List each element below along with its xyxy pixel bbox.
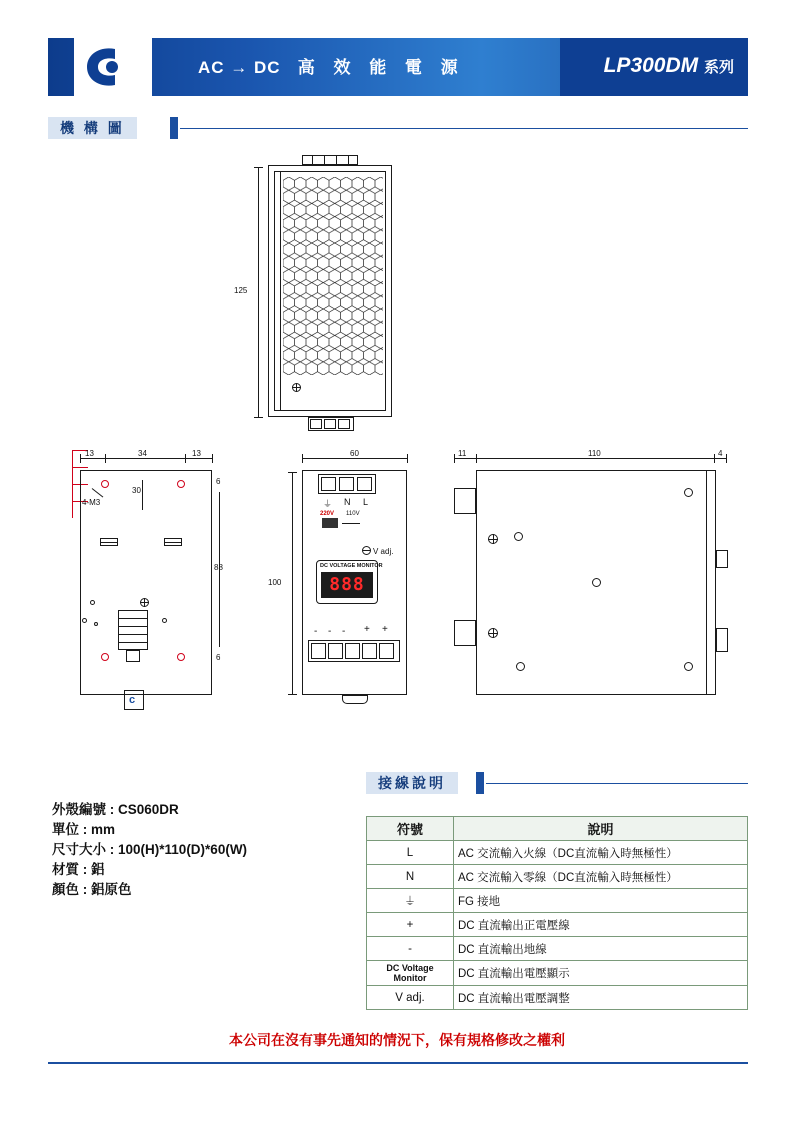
depth-hole-1 [514,532,523,541]
table-cell-desc: DC 直流輸出電壓調整 [454,986,748,1010]
rear-dim-13a: 13 [85,449,94,458]
side-output-label-3: - [342,626,346,637]
table-header-row [367,817,748,841]
side-height-dim-line [292,472,293,694]
side-input-terminal-3 [357,477,372,491]
side-output-terminal-5 [379,643,394,659]
front-bottom-terminal-2 [324,419,336,429]
side-output-label-1: - [314,626,318,637]
side-width-dim-line [302,458,407,459]
depth-hole-br [684,662,693,671]
table-cell-symbol: V adj. [367,986,454,1010]
depth-right-tab-2 [716,628,728,652]
side-vadj-slot [363,550,370,551]
table-cell-symbol: + [367,913,454,937]
rear-dim-tick-d [212,454,213,463]
front-top-line-3 [336,155,337,165]
case-number-label: 外殼編號 : [52,802,115,817]
section-wiring-rule [486,783,748,784]
table-cell-desc: DC 直流輸出正電壓線 [454,913,748,937]
depth-tick-a [454,454,455,463]
section-mechanical [48,117,748,139]
front-top-line-2 [324,155,325,165]
side-output-terminal-4 [362,643,377,659]
header-arrow-icon: → [230,58,249,77]
table-cell-symbol: L [367,841,454,865]
side-output-terminal-1 [311,643,326,659]
rear-dim-tick-c [185,454,186,463]
front-height-dim-label: 125 [234,286,248,295]
table-cell-desc: AC 交流輸入零線（DC直流輸入時無極性） [454,865,748,889]
drawing-depth-view [448,450,738,715]
table-cell-symbol: N [367,865,454,889]
depth-right-tab-1 [716,550,728,568]
front-top-connector [302,155,358,165]
depth-dim-line [454,458,726,459]
side-dim-60: 60 [350,449,359,458]
case-info-block [52,800,247,900]
table-row [367,841,748,865]
side-input-terminal-1 [321,477,336,491]
side-output-label-5: + [382,624,388,635]
rear-din-clip-l2 [118,626,148,627]
side-label-l: L [363,497,369,507]
depth-inner-edge [706,470,707,695]
section-mechanical-tab [170,117,178,139]
table-row [367,889,748,913]
drawing-rear-view [72,450,237,715]
rear-din-clip-foot [126,650,140,662]
rear-slot-left-line [100,542,118,543]
rear-dim-tick-b [105,454,106,463]
material-label: 材質 : [52,862,88,877]
front-ventilation-pattern [283,177,383,375]
unit-row [52,820,247,840]
color-row [52,880,247,900]
side-output-label-2: - [328,626,332,637]
rear-small-hole-2 [82,618,87,623]
page-header [48,38,748,96]
size-value: 100(H)*110(D)*60(W) [118,842,248,857]
header-series [604,54,734,78]
case-number-row [52,800,247,820]
section-wiring [366,772,748,794]
size-label: 尺寸大小 : [52,842,115,857]
depth-screw-1-v [493,534,494,544]
front-height-dim-line [258,167,259,417]
rear-mount-hole-br [177,653,185,661]
depth-flange-top [454,488,476,514]
header-title-cn: 高 效 能 電 源 [297,58,465,77]
header-title-ac: AC [198,58,225,77]
table-cell-symbol: - [367,937,454,961]
section-mechanical-rule [180,128,748,129]
front-screw-cross-v [296,383,297,392]
front-height-dim-tick-bottom [254,417,263,418]
material-row [52,860,247,880]
rear-mount-hole-bl [101,653,109,661]
table-cell-symbol: DC Voltage Monitor [367,961,454,986]
side-monitor-title: DC VOLTAGE MONITOR [320,563,383,569]
side-din-foot [342,695,368,704]
rear-din-clip-l3 [118,634,148,635]
rear-dim30-line [142,480,143,510]
wiring-table [366,816,748,1010]
side-dim-100: 100 [268,578,282,587]
table-row [367,913,748,937]
rear-logo-icon: c [129,694,136,706]
side-input-terminal-2 [339,477,354,491]
rear-din-clip [118,610,148,650]
rear-mount-cross-v-tl [72,451,73,467]
depth-dim-4: 4 [718,449,723,458]
depth-hole-bl [516,662,525,671]
rear-dim-88: 88 [214,563,223,572]
header-title [198,53,465,78]
front-top-line-1 [312,155,313,165]
header-series-suffix: 系列 [703,59,734,76]
drawing-side-view [268,449,430,715]
depth-screw-2-v [493,628,494,638]
side-output-terminal-3 [345,643,360,659]
depth-dim-11: 11 [458,449,467,458]
company-c-logo-icon [82,44,128,90]
side-vadj-label: V adj. [373,547,394,556]
rear-mount-cross-v-bl [72,485,73,501]
table-header-symbol: 符號 [367,817,454,841]
front-bottom-terminal-3 [338,419,350,429]
depth-hole-tr [684,488,693,497]
side-label-fg: ⏚ [323,499,333,509]
footer-note: 本公司在沒有事先通知的情況下，保有規格修改之權利 [229,1032,565,1048]
depth-hole-center [592,578,601,587]
rear-mount-cross-h-tr [72,467,88,468]
table-row [367,937,748,961]
rear-dim-34: 34 [138,449,147,458]
section-wiring-tab [476,772,484,794]
header-title-dc: DC [254,58,281,77]
rear-mount-cross-v-tr [72,468,73,484]
front-edge-line [280,171,281,411]
side-height-tick-t [288,472,297,473]
table-cell-desc: DC 直流輸出電壓顯示 [454,961,748,986]
front-top-line-4 [348,155,349,165]
drawing-front-view [234,155,430,435]
side-output-label-4: + [364,624,370,635]
rear-din-clip-l1 [118,618,148,619]
depth-tick-b [476,454,477,463]
rear-slot-right-line [164,542,182,543]
depth-tick-d [726,454,727,463]
table-cell-desc: DC 直流輸出地線 [454,937,748,961]
rear-dim-6-bottom: 6 [216,653,221,662]
material-value: 鋁 [91,862,105,877]
rear-mount-hole-tl [101,480,109,488]
table-header-desc: 說明 [454,817,748,841]
front-height-dim-tick-top [254,167,263,168]
rear-dim-tick-a [80,454,81,463]
side-label-220v: 220V [320,511,335,517]
rear-top-dim-line [80,458,212,459]
side-voltage-track [342,523,360,524]
side-output-terminal-2 [328,643,343,659]
rear-small-hole-1 [90,600,95,605]
rear-dim-6-top: 6 [216,477,221,486]
depth-tick-c [714,454,715,463]
side-height-tick-b [288,694,297,695]
table-cell-desc: FG 接地 [454,889,748,913]
rear-small-hole-4 [162,618,167,623]
side-width-tick-r [407,454,408,463]
rear-small-hole-3 [94,622,98,626]
side-width-tick-l [302,454,303,463]
size-row [52,840,247,860]
rear-mount-hole-tr [177,480,185,488]
rear-dim-30: 30 [132,486,141,495]
depth-dim-110: 110 [588,449,601,458]
side-voltage-switch[interactable] [322,518,338,528]
section-mechanical-label: 機 構 圖 [48,117,137,139]
table-row [367,961,748,986]
rear-dim-13b: 13 [192,449,201,458]
table-row [367,865,748,889]
side-monitor-digits: 888 [329,574,365,595]
unit-value: mm [91,822,116,837]
color-value: 鋁原色 [91,882,132,897]
table-cell-desc: AC 交流輸入火線（DC直流輸入時無極性） [454,841,748,865]
side-label-110v: 110V [346,511,360,517]
table-cell-symbol-fg-icon: ⏚ [367,889,454,913]
header-series-model: LP300DM [603,54,699,77]
color-label: 顏色 : [52,882,88,897]
rear-din-clip-l4 [118,642,148,643]
unit-label: 單位 : [52,822,88,837]
table-row [367,986,748,1010]
case-number-value: CS060DR [118,802,179,817]
footer-rule [48,1062,748,1064]
rear-clip-screw-v [144,598,145,607]
depth-flange-bottom [454,620,476,646]
front-bottom-terminal-1 [310,419,322,429]
rear-m3-label: 4-M3 [82,498,101,507]
section-wiring-label: 接線說明 [366,772,458,794]
side-label-n: N [344,497,351,507]
rear-mount-cross-v-br [72,502,73,518]
